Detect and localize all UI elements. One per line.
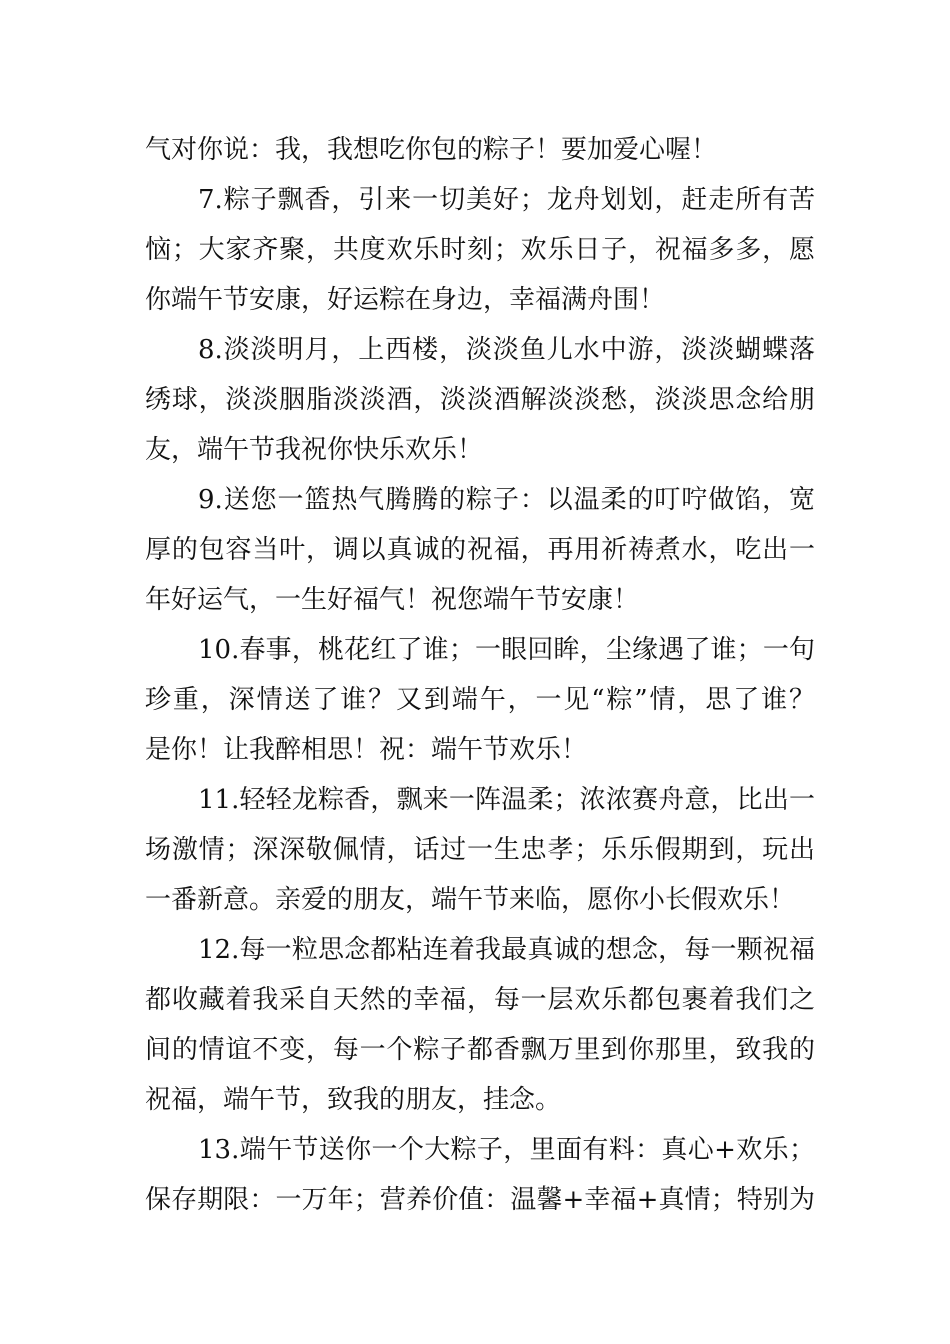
text-line: 厚的包容当叶，调以真诚的祝福，再用祈祷煮水，吃出一 bbox=[145, 535, 815, 565]
text-line: 祝福，端午节，致我的朋友，挂念。 bbox=[145, 1085, 562, 1115]
text-line: 你端午节安康，好运粽在身边，幸福满舟围！ bbox=[145, 285, 666, 315]
text-line: 年好运气，一生好福气！祝您端午节安康！ bbox=[145, 585, 640, 615]
text-line: 都收藏着我采自天然的幸福，每一层欢乐都包裹着我们之 bbox=[145, 985, 815, 1015]
text-line: 间的情谊不变，每一个粽子都香飘万里到你那里，致我的 bbox=[145, 1035, 815, 1065]
paragraph-9-line-1: 9.送您一篮热气腾腾的粽子：以温柔的叮咛做馅，宽 bbox=[198, 485, 815, 515]
paragraph-8-line-1: 8.淡淡明月，上西楼，淡淡鱼儿水中游，淡淡蝴蝶落 bbox=[198, 335, 815, 365]
text-line: 场激情；深深敬佩情，话过一生忠孝；乐乐假期到，玩出 bbox=[145, 835, 815, 865]
text-line: 保存期限：一万年；营养价值：温馨+幸福+真情；特别为 bbox=[145, 1185, 815, 1215]
text-line: 珍重，深情送了谁？又到端午，一见“粽”情，思了谁？ bbox=[145, 685, 815, 715]
paragraph-10-line-1: 10.春事，桃花红了谁；一眼回眸，尘缘遇了谁；一句 bbox=[198, 635, 815, 665]
text-line: 是你！让我醉相思！祝：端午节欢乐！ bbox=[145, 735, 588, 765]
text-line: 绣球，淡淡胭脂淡淡酒，淡淡酒解淡淡愁，淡淡思念给朋 bbox=[145, 385, 815, 415]
text-line: 一番新意。亲爱的朋友，端午节来临，愿你小长假欢乐！ bbox=[145, 885, 796, 915]
text-line: 气对你说：我，我想吃你包的粽子！要加爱心喔！ bbox=[145, 135, 718, 165]
text-line: 友，端午节我祝你快乐欢乐！ bbox=[145, 435, 484, 465]
paragraph-7-line-1: 7.粽子飘香，引来一切美好；龙舟划划，赶走所有苦 bbox=[198, 185, 815, 215]
paragraph-13-line-1: 13.端午节送你一个大粽子，里面有料：真心+欢乐； bbox=[198, 1135, 815, 1165]
text-line: 恼；大家齐聚，共度欢乐时刻；欢乐日子，祝福多多，愿 bbox=[145, 235, 815, 265]
paragraph-12-line-1: 12.每一粒思念都粘连着我最真诚的想念，每一颗祝福 bbox=[198, 935, 815, 965]
paragraph-11-line-1: 11.轻轻龙粽香，飘来一阵温柔；浓浓赛舟意，比出一 bbox=[198, 785, 815, 815]
